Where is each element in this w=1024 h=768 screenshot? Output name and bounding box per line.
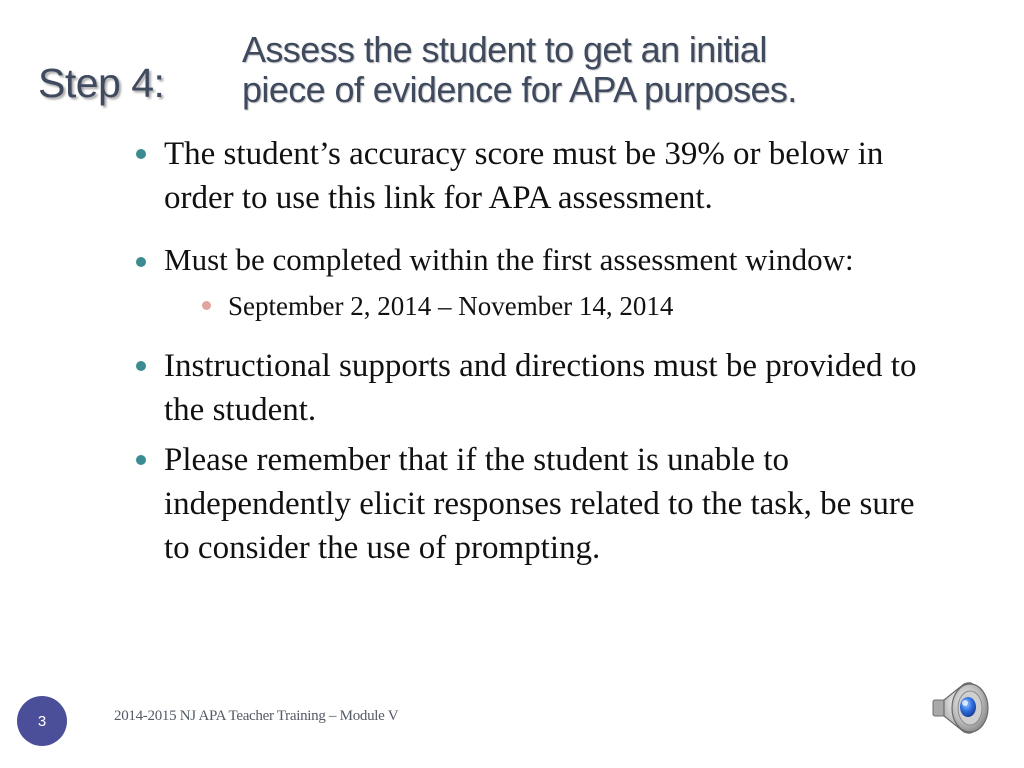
bullet-dot-icon bbox=[136, 149, 146, 159]
bullet-text: Must be completed within the first assessment window: bbox=[164, 242, 854, 277]
sub-bullet-item bbox=[130, 288, 930, 324]
slide-title bbox=[242, 30, 797, 110]
bullet-item bbox=[130, 344, 930, 432]
step-label: Step 4: bbox=[38, 60, 165, 106]
title-line-1: Assess the student to get an initial bbox=[242, 29, 767, 70]
speaker-icon[interactable] bbox=[930, 678, 994, 738]
footer-text: 2014-2015 NJ APA Teacher Training – Module V bbox=[114, 708, 399, 724]
bullet-dot-icon bbox=[136, 455, 146, 465]
page-number: 3 bbox=[37, 712, 47, 730]
speaker-svg bbox=[930, 678, 994, 738]
bullet-text: Instructional supports and directions must be provided to the student. bbox=[164, 348, 917, 428]
bullet-text: Please remember that if the student is unable to independently elicit responses related to the task, be sure to consider the use of prompting. bbox=[164, 442, 915, 566]
bullet-item bbox=[130, 438, 930, 570]
bullet-item bbox=[130, 240, 930, 280]
sub-bullet-text: September 2, 2014 – November 14, 2014 bbox=[228, 291, 674, 321]
bullet-item bbox=[130, 132, 930, 220]
page-number-badge bbox=[17, 696, 67, 746]
bullet-text: The student’s accuracy score must be 39% or below in order to use this link for APA assessment. bbox=[164, 136, 884, 216]
bullet-dot-icon bbox=[136, 361, 146, 371]
title-line-2: piece of evidence for APA purposes. bbox=[242, 69, 797, 110]
sub-bullet-dot-icon bbox=[202, 301, 211, 310]
bullet-list bbox=[130, 132, 930, 570]
bullet-dot-icon bbox=[136, 257, 146, 267]
